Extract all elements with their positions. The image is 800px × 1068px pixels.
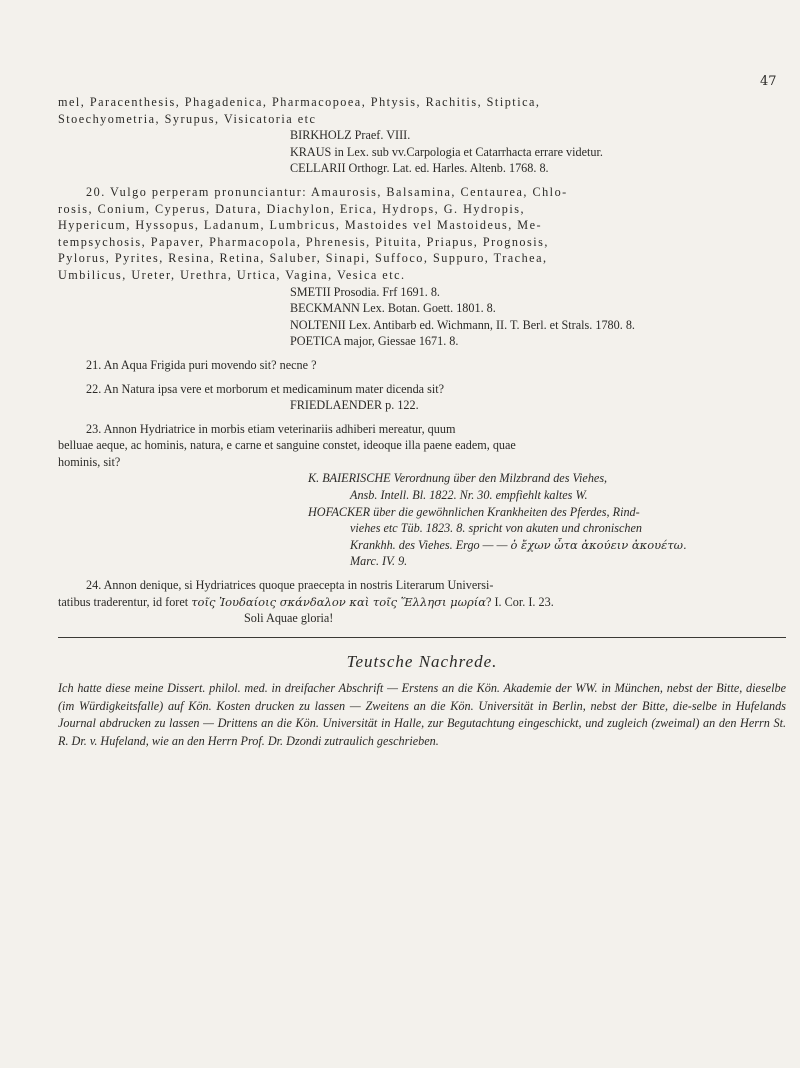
closing-motto: Soli Aquae gloria! [244, 611, 334, 626]
divider [58, 637, 786, 638]
text-line: Hypericum, Hyssopus, Ladanum, Lumbricus, Mastoides vel Mastoideus, Me- [58, 218, 543, 233]
text-line: Stoechyometria, Syrupus, Visicatoria etc [58, 111, 317, 126]
citation-line: K. BAIERISCHE Verordnung über den Milzbrand des Viehes, [308, 471, 608, 486]
citation-text: Krankhh. des Viehes. Ergo — — [350, 537, 511, 552]
citation-line: FRIEDLAENDER p. 122. [290, 398, 419, 413]
greek-quote: ὁ ἔχων ὦτα ἀκούειν ἀκουέτω. [510, 537, 687, 552]
citation-line: Marc. IV. 9. [350, 554, 408, 569]
citation-line: BIRKHOLZ Praef. VIII. [290, 128, 411, 143]
text-line [58, 594, 786, 611]
thesis-21: 21. An Aqua Frigida puri movendo sit? necne ? [86, 357, 317, 372]
citation-line: Ansb. Intell. Bl. 1822. Nr. 30. empfiehlt kaltes W. [350, 488, 588, 503]
citation-line: SMETII Prosodia. Frf 1691. 8. [290, 284, 440, 299]
greek-quote: τοῖς Ἰουδαίοις σκάνδαλον καὶ τοῖς Ἕλλησι μωρία [191, 594, 487, 609]
page-number: 47 [760, 74, 777, 89]
text-line: rosis, Conium, Cyperus, Datura, Diachylon, Erica, Hydrops, G. Hydropis, [58, 201, 525, 216]
text-line: Pylorus, Pyrites, Resina, Retina, Saluber, Sinapi, Suffoco, Suppuro, Trachea, [58, 251, 548, 266]
line-text: ? I. Cor. I. 23. [486, 594, 554, 609]
citation-line [58, 537, 786, 554]
afterword-paragraph: Ich hatte diese meine Dissert. philol. med. in dreifacher Abschrift — Erstens an die Kön. Akademie der WW. in München, nebst der Bitte, dieselbe (im Würdigkeitsfalle) auf Kön. Kosten drucken zu lassen — Zweitens an die Kön. Universität in Berlin, nebst der Bitte, die-selbe in Hufelands Journal abdrucken zu lassen — Drittens an die Kön. Universität in Halle, zur Begutachtung eingeschickt, und zugleich (zweimal) an den Herrn St. R. Dr. v. Hufeland, wie an den Herrn Prof. Dr. Dzondi zutraulich geschrieben. [58, 681, 786, 748]
body-text [58, 94, 786, 750]
text-line: hominis, sit? [58, 454, 121, 469]
citation-line: CELLARII Orthogr. Lat. ed. Harles. Altenb. 1768. 8. [290, 161, 549, 176]
citation-line: HOFACKER über die gewöhnlichen Krankheiten des Pferdes, Rind- [308, 504, 640, 519]
thesis-20: 20. Vulgo perperam pronunciantur: Amaurosis, Balsamina, Centaurea, Chlo- [86, 184, 568, 199]
section-heading: Teutsche Nachrede. [346, 651, 498, 671]
thesis-23: 23. Annon Hydriatrice in morbis etiam veterinariis adhiberi mereatur, quum [86, 421, 456, 436]
citation-line: viehes etc Tüb. 1823. 8. spricht von akuten und chronischen [350, 521, 642, 536]
text-line: belluae aeque, ac hominis, natura, e carne et sanguine constet, ideoque illa paene eadem, quae [58, 438, 516, 453]
citation-line: BECKMANN Lex. Botan. Goett. 1801. 8. [290, 301, 496, 316]
line-text: tatibus traderentur, id foret [58, 594, 192, 609]
thesis-24: 24. Annon denique, si Hydriatrices quoque praecepta in nostris Literarum Universi- [86, 578, 494, 593]
thesis-22: 22. An Natura ipsa vere et morborum et medicaminum mater dicenda sit? [86, 381, 445, 396]
text-line: Umbilicus, Ureter, Urethra, Urtica, Vagina, Vesica etc. [58, 267, 406, 282]
citation-line: POETICA major, Giessae 1671. 8. [290, 334, 459, 349]
text-line: mel, Paracenthesis, Phagadenica, Pharmacopoea, Phtysis, Rachitis, Stiptica, [58, 95, 541, 109]
text-line: tempsychosis, Papaver, Pharmacopola, Phrenesis, Pituita, Priapus, Prognosis, [58, 234, 549, 249]
citation-line: NOLTENII Lex. Antibarb ed. Wichmann, II. T. Berl. et Strals. 1780. 8. [290, 317, 635, 332]
citation-line: KRAUS in Lex. sub vv.Carpologia et Catarrhacta errare videtur. [290, 144, 603, 159]
